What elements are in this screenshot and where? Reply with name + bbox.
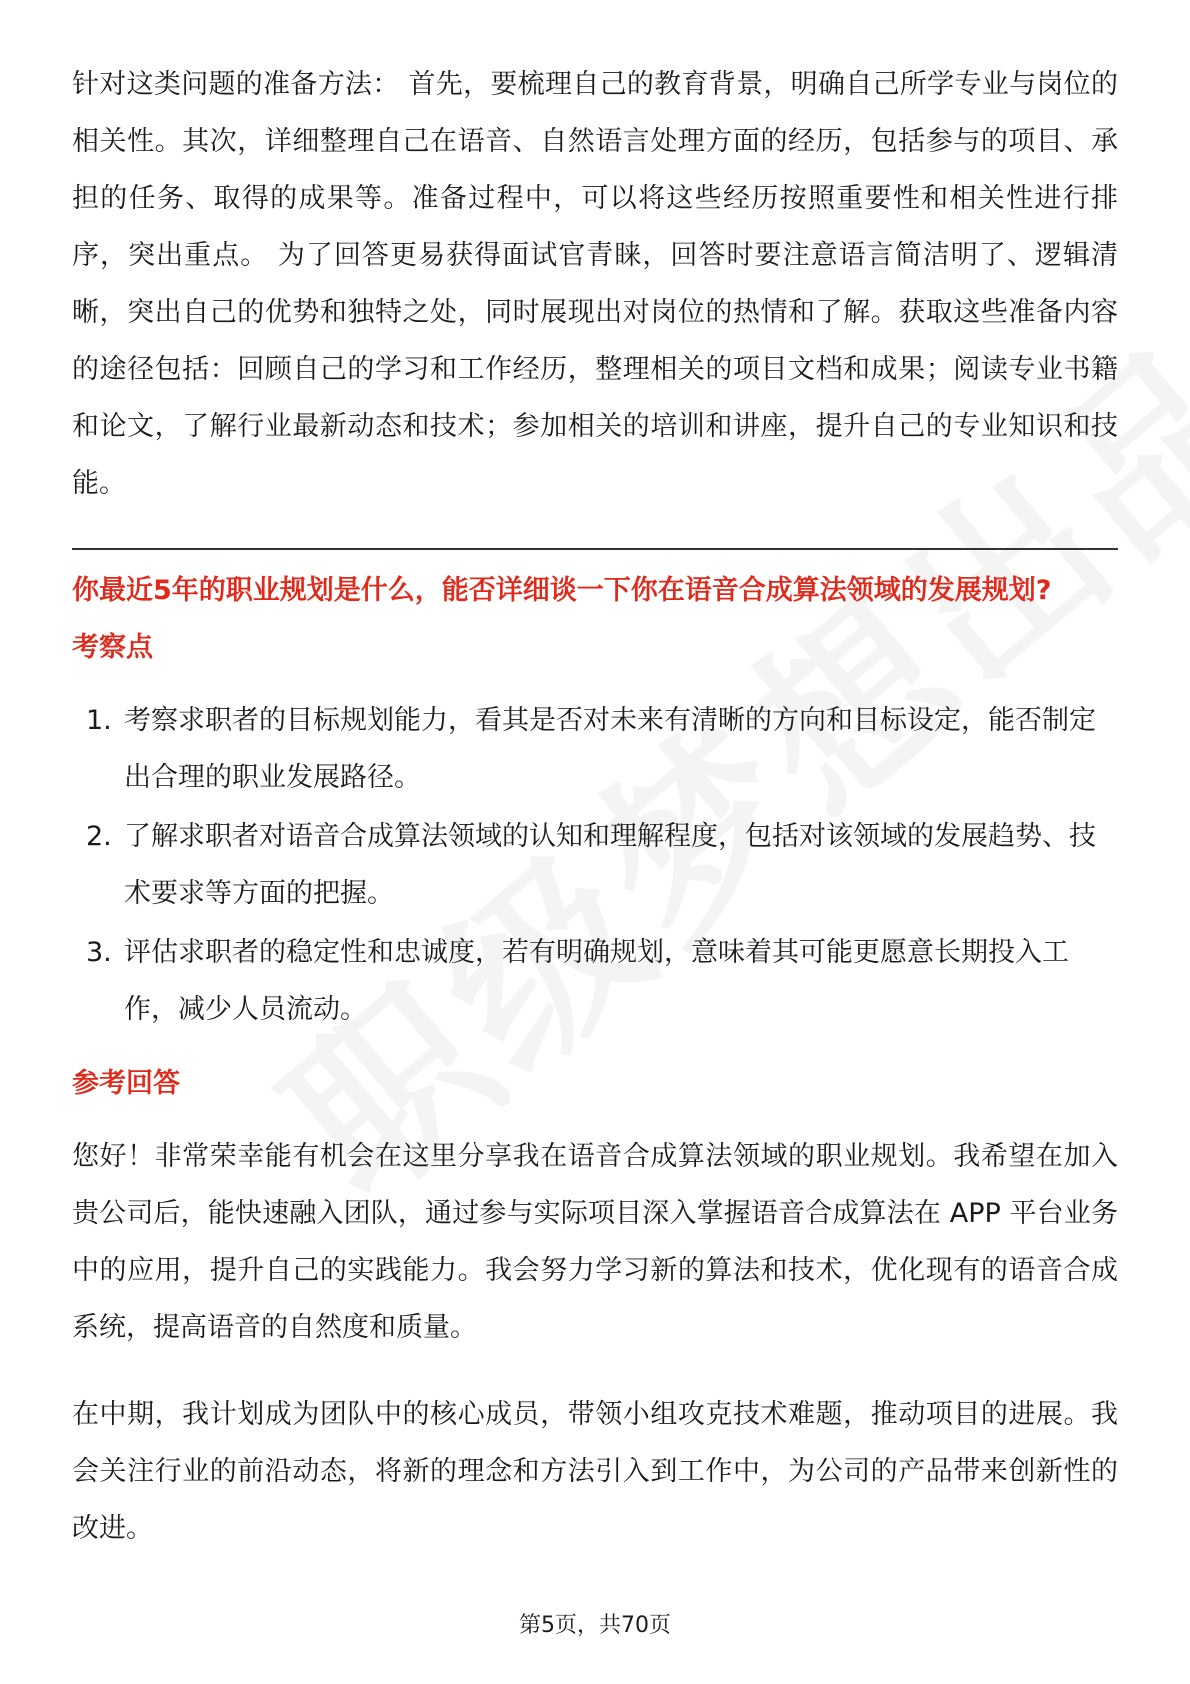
section-divider xyxy=(72,548,1118,550)
examination-points-list xyxy=(72,692,1118,1038)
answer-paragraph: 您好！非常荣幸能有机会在这里分享我在语音合成算法领域的职业规划。我希望在加入贵公司后，能快速融入团队，通过参与实际项目深入掌握语音合成算法在 APP 平台业务中的应用，提升自己的实践能力。我会努力学习新的算法和技术，优化现有的语音合成系统，提高语音的自然度和质量。 xyxy=(72,1141,1118,1343)
paragraph-gap xyxy=(72,1356,1118,1386)
page-footer: 第5页，共70页 xyxy=(519,1613,671,1638)
list-item xyxy=(72,692,1118,806)
list-number: 2. xyxy=(86,821,112,852)
list-item-text: 考察求职者的目标规划能力，看其是否对未来有清晰的方向和目标设定，能否制定出合理的职业发展路径。 xyxy=(124,705,1096,793)
question-title: 你最近5年的职业规划是什么，能否详细谈一下你在语音合成算法领域的发展规划? xyxy=(72,575,1052,606)
intro-paragraph: 针对这类问题的准备方法： 首先，要梳理自己的教育背景，明确自己所学专业与岗位的相关性。其次，详细整理自己在语音、自然语言处理方面的经历，包括参与的项目、承担的任务、取得的成果等。准备过程中，可以将这些经历按照重要性和相关性进行排序，突出重点。 为了回答更易获得面试官青睐，回答时要注意语言简洁明了、逻辑清晰，突出自己的优势和独特之处，同时展现出对岗位的热情和了解。获取这些准备内容的途径包括：回顾自己的学习和工作经历，整理相关的项目文档和成果；阅读专业书籍和论文，了解行业最新动态和技术；参加相关的培训和讲座，提升自己的专业知识和技能。 xyxy=(72,69,1118,499)
answer-heading: 参考回答 xyxy=(72,1068,180,1099)
list-item-text: 了解求职者对语音合成算法领域的认知和理解程度，包括对该领域的发展趋势、技术要求等方面的把握。 xyxy=(124,821,1096,909)
list-number: 1. xyxy=(86,705,112,736)
list-item-text: 评估求职者的稳定性和忠诚度，若有明确规划，意味着其可能更愿意长期投入工作，减少人员流动。 xyxy=(124,937,1069,1025)
list-item xyxy=(72,808,1118,922)
examination-heading: 考察点 xyxy=(72,632,153,663)
document-body xyxy=(72,56,1118,1557)
list-item xyxy=(72,924,1118,1038)
answer-paragraph: 在中期，我计划成为团队中的核心成员，带领小组攻克技术难题，推动项目的进展。我会关注行业的前沿动态，将新的理念和方法引入到工作中，为公司的产品带来创新性的改进。 xyxy=(72,1399,1118,1544)
list-number: 3. xyxy=(86,937,112,968)
